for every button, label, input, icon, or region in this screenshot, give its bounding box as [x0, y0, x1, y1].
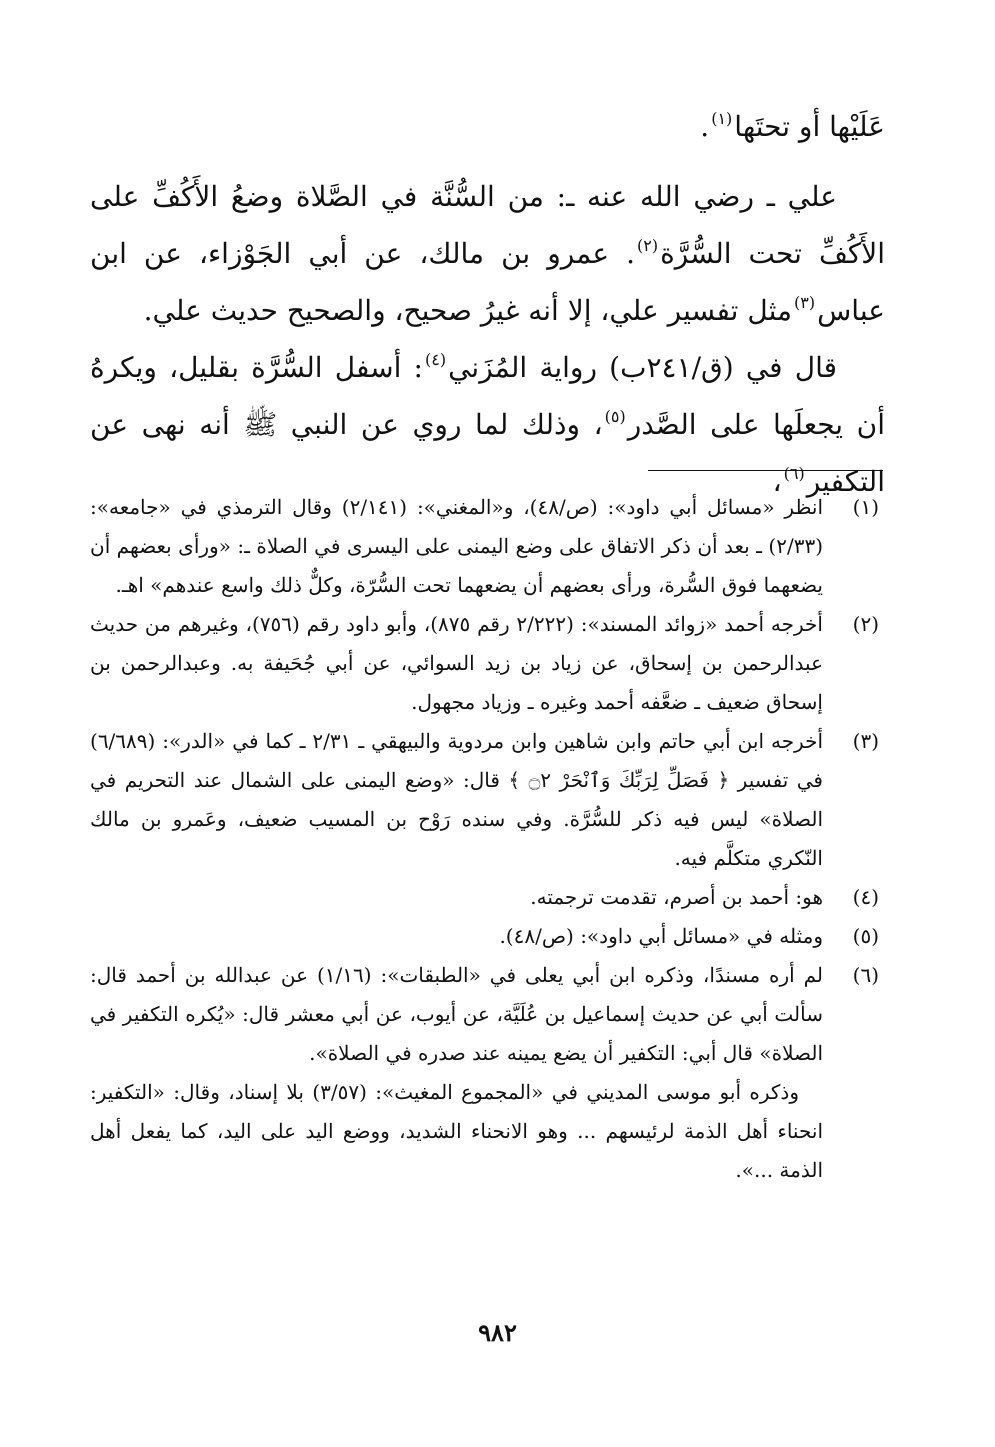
footnote-ref: (٥) — [604, 407, 626, 426]
paragraph-text: : أسفل السُّرَّة بقليل، ويكرهُ أن يجعلَها على الصَّدر — [90, 351, 885, 441]
footnote-6-continuation: وذكره أبو موسى المديني في «المجموع المغيث»: (٣/٥٧) بلا إسناد، وقال: «التكفير: انحناء أهل الذمة لرئيسهم ... وهو الانحناء الشديد، ووضع اليد على اليد، كما يفعل أهل الذمة ...». — [90, 1080, 823, 1182]
footnote-ref: (٤) — [424, 350, 447, 369]
paragraph-text: ، — [772, 465, 782, 498]
footnote-ref: (٣) — [794, 293, 816, 312]
footnote-ref: (٢) — [637, 236, 659, 255]
footnote-separator — [648, 470, 883, 471]
paragraph-muzani — [90, 339, 885, 510]
footnote-text: انظر «مسائل أبي داود»: (ص/٤٨)، و«المغني»: (٢/١٤١) وقال الترمذي في «جامعه»: (٢/٣٣) ـ بعد أن ذكر الاتفاق على وضع اليمنى على اليسرى في الصلاة ـ: «ورأى بعضهم أن يضعهما فوق السُّرة، ورأى بعضهم أن يضعهما تحت السُّرّة، وكلٌّ ذلك واسع عندهم» اهـ. — [90, 495, 824, 597]
footnote-2 — [90, 605, 885, 722]
footnote-number: (٦) — [852, 963, 879, 987]
paragraph-text: مثل تفسير علي، إلا أنه غيرُ صحيح، والصحيح حديث علي. — [143, 294, 793, 327]
footnote-ref: (٦) — [783, 464, 805, 483]
paragraph-text: قال في (ق/٢٤١ب) رواية المُزَني — [448, 351, 837, 384]
opening-line — [90, 98, 885, 155]
line-text: عَلَيْها أو تحتَها — [734, 110, 885, 143]
footnotes — [90, 488, 885, 1190]
footnote-number: (٣) — [852, 729, 879, 753]
paragraph-text: ، وذلك لما روي عن النبي ﷺ أنه نهى عن التكفير — [90, 408, 885, 498]
footnote-4 — [90, 878, 885, 917]
footnote-1 — [90, 488, 885, 605]
footnote-text: هو: أحمد بن أصرم، تقدمت ترجمته. — [530, 885, 823, 909]
page-number: ٩٨٢ — [478, 1318, 517, 1347]
footnote-number: (٤) — [852, 885, 879, 909]
footnote-text: لم أره مسندًا، وذكره ابن أبي يعلى في «الطبقات»: (١/١٦) عن عبدالله بن أحمد قال: سألت أبي عن حديث إسماعيل بن عُلَيَّة، عن أيوب، عن أبي معشر قال: «يُكره التكفير في الصلاة» قال أبي: التكفير أن يضع يمينه عند صدره في الصلاة». — [90, 963, 823, 1065]
line-end: . — [700, 110, 710, 143]
footnote-number: (٢) — [852, 612, 879, 636]
footnote-5 — [90, 917, 885, 956]
footnote-ref: (١) — [711, 109, 733, 128]
main-text — [90, 98, 885, 510]
paragraph-text: . عمرو بن مالك، عن أبي الجَوْزاء، عن ابن عباس — [90, 237, 885, 327]
footnote-text: أخرجه أحمد «زوائد المسند»: (٢/٢٢٢ رقم ٨٧٥)، وأبو داود رقم (٧٥٦)، وغيرهم من حديث عبدالرحمن بن إسحاق، عن زياد بن زيد السوائي، عن أبي جُحَيفة به. وعبدالرحمن بن إسحاق ضعيف ـ ضعَّفه أحمد وغيره ـ وزياد مجهول. — [90, 612, 823, 714]
footnote-text: أخرجه ابن أبي حاتم وابن شاهين وابن مردوية والبيهقي ـ ٢/٣١ ـ كما في «الدر»: (٦/٦٨٩) في تفسير ﴿ فَصَلِّ لِرَبِّكَ وَٱنْحَرْ ۝٢ ﴾ قال: «وضع اليمنى على الشمال عند التحريم في الصلاة» ليس فيه ذكر للسُّرَّة. وفي سنده رَوْح بن المسيب ضعيف، وعَمرو بن مالك النّكري متكلَّم فيه. — [90, 729, 824, 870]
footnote-6 — [90, 956, 885, 1073]
footnote-number: (٥) — [852, 924, 879, 948]
footnote-number: (١) — [852, 495, 879, 519]
paragraph-ali — [90, 168, 885, 339]
paragraph-text: علي ـ رضي الله عنه ـ: من السُّنَّة في الصَّلاة وضعُ الأَكُفِّ على الأَكُفِّ تحت السُّرَّة — [90, 180, 886, 270]
footnote-3 — [90, 722, 885, 878]
footnote-text: ومثله في «مسائل أبي داود»: (ص/٤٨). — [499, 924, 823, 948]
